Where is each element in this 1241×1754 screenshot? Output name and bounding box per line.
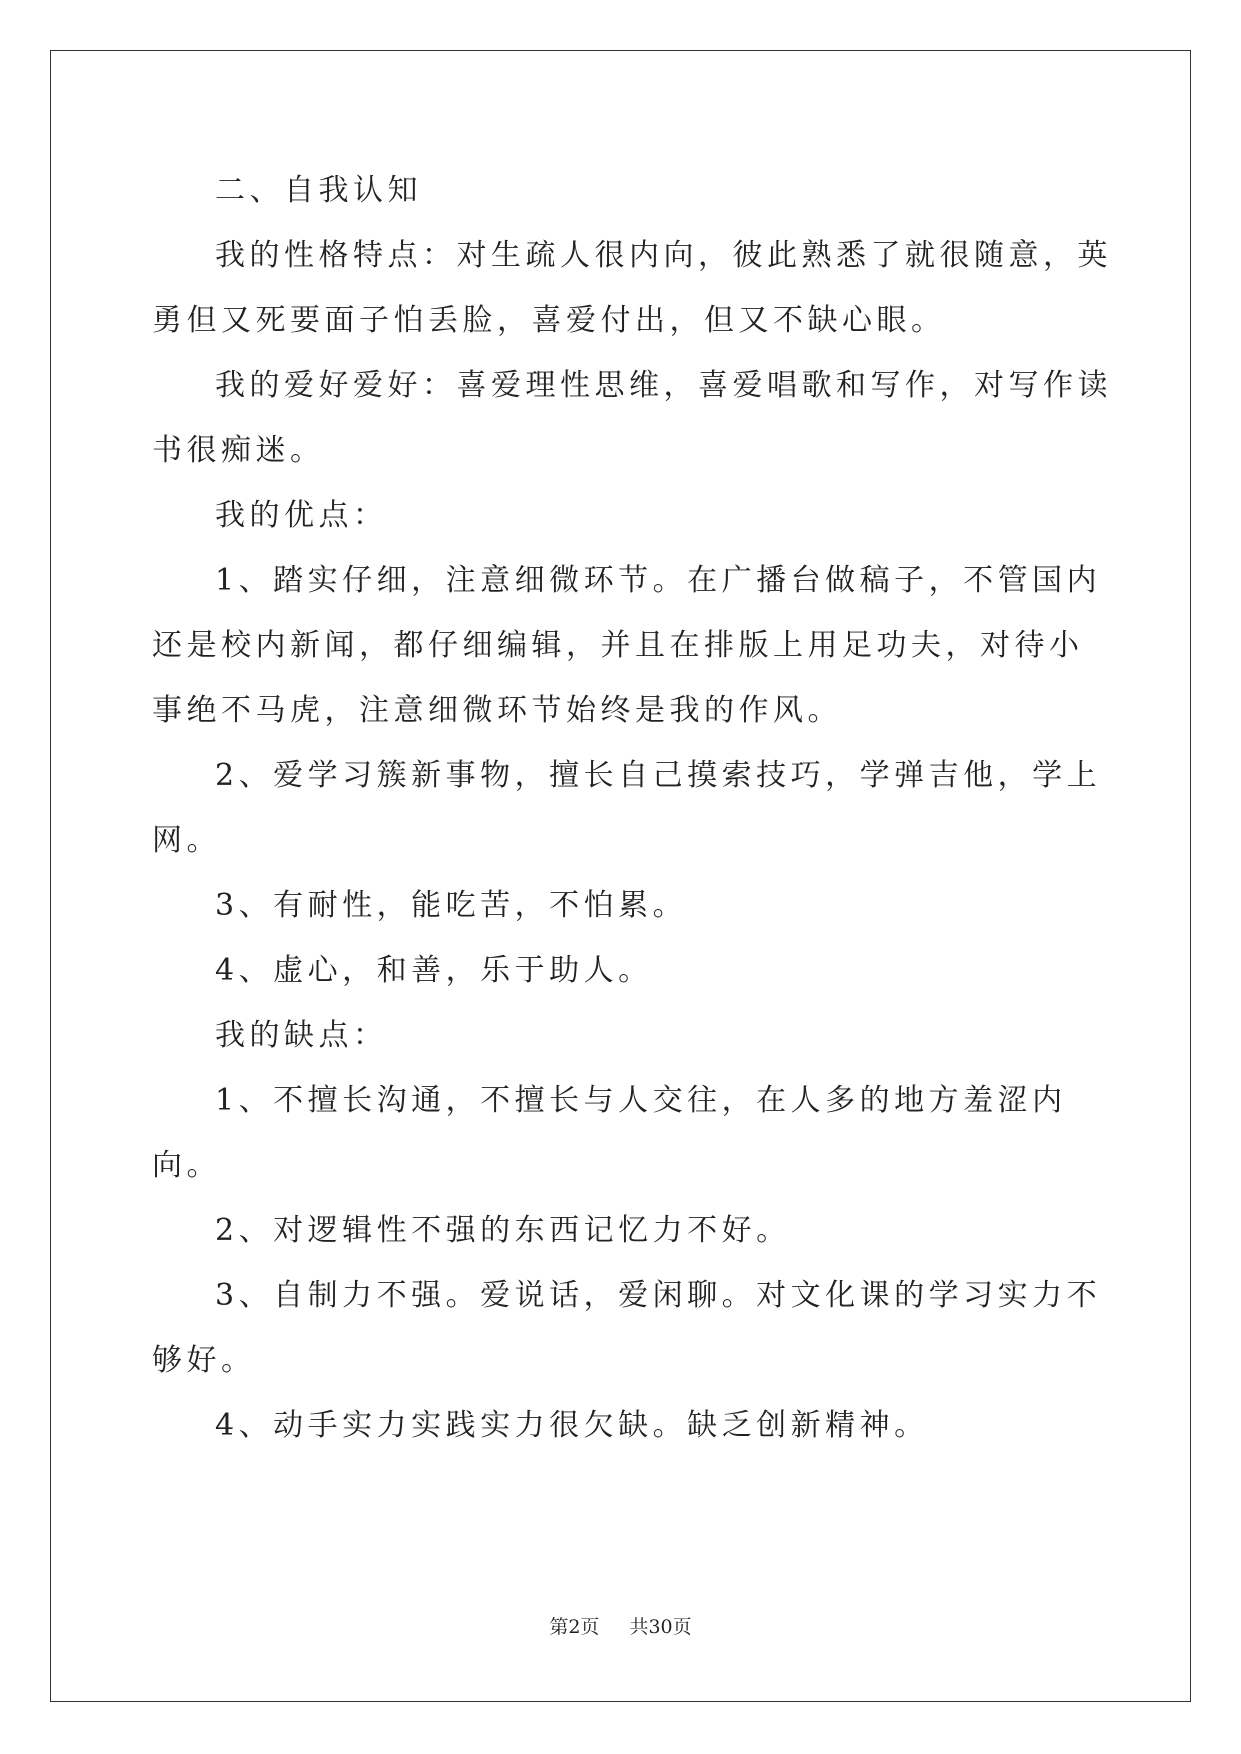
weakness-item-1: 1、不擅长沟通，不擅长与人交往，在人多的地方羞涩内向。 xyxy=(152,1083,1067,1183)
paragraph-hobbies: 我的爱好爱好：喜爱理性思维，喜爱唱歌和写作，对写作读书很痴迷。 xyxy=(152,368,1112,468)
weakness-item-4: 4、动手实力实践实力很欠缺。缺乏创新精神。 xyxy=(215,1408,929,1443)
page-total: 共30页 xyxy=(629,1616,692,1638)
paragraph-personality: 我的性格特点：对生疏人很内向，彼此熟悉了就很随意，英勇但又死要面子怕丢脸，喜爱付出，但又不缺心眼。 xyxy=(152,238,1112,338)
weakness-item-2: 2、对逻辑性不强的东西记忆力不好。 xyxy=(215,1213,791,1248)
weakness-item-3: 3、自制力不强。爱说话，爱闲聊。对文化课的学习实力不够好。 xyxy=(152,1278,1102,1378)
strength-item-1: 1、踏实仔细，注意细微环节。在广播台做稿子，不管国内还是校内新闻，都仔细编辑，并且在排版上用足功夫，对待小事绝不马虎，注意细微环节始终是我的作风。 xyxy=(152,563,1102,728)
page-footer xyxy=(0,1612,1241,1639)
section-heading: 二、自我认知 xyxy=(215,173,422,208)
strength-item-3: 3、有耐性，能吃苦，不怕累。 xyxy=(215,888,688,923)
page-number: 第2页 xyxy=(549,1616,600,1638)
strength-item-2: 2、爱学习簇新事物，擅长自己摸索技巧，学弹吉他，学上网。 xyxy=(152,758,1102,858)
weaknesses-heading: 我的缺点： xyxy=(215,1018,388,1053)
strengths-heading: 我的优点： xyxy=(215,498,388,533)
document-body xyxy=(152,158,1112,1458)
strength-item-4: 4、虚心，和善，乐于助人。 xyxy=(215,953,653,988)
